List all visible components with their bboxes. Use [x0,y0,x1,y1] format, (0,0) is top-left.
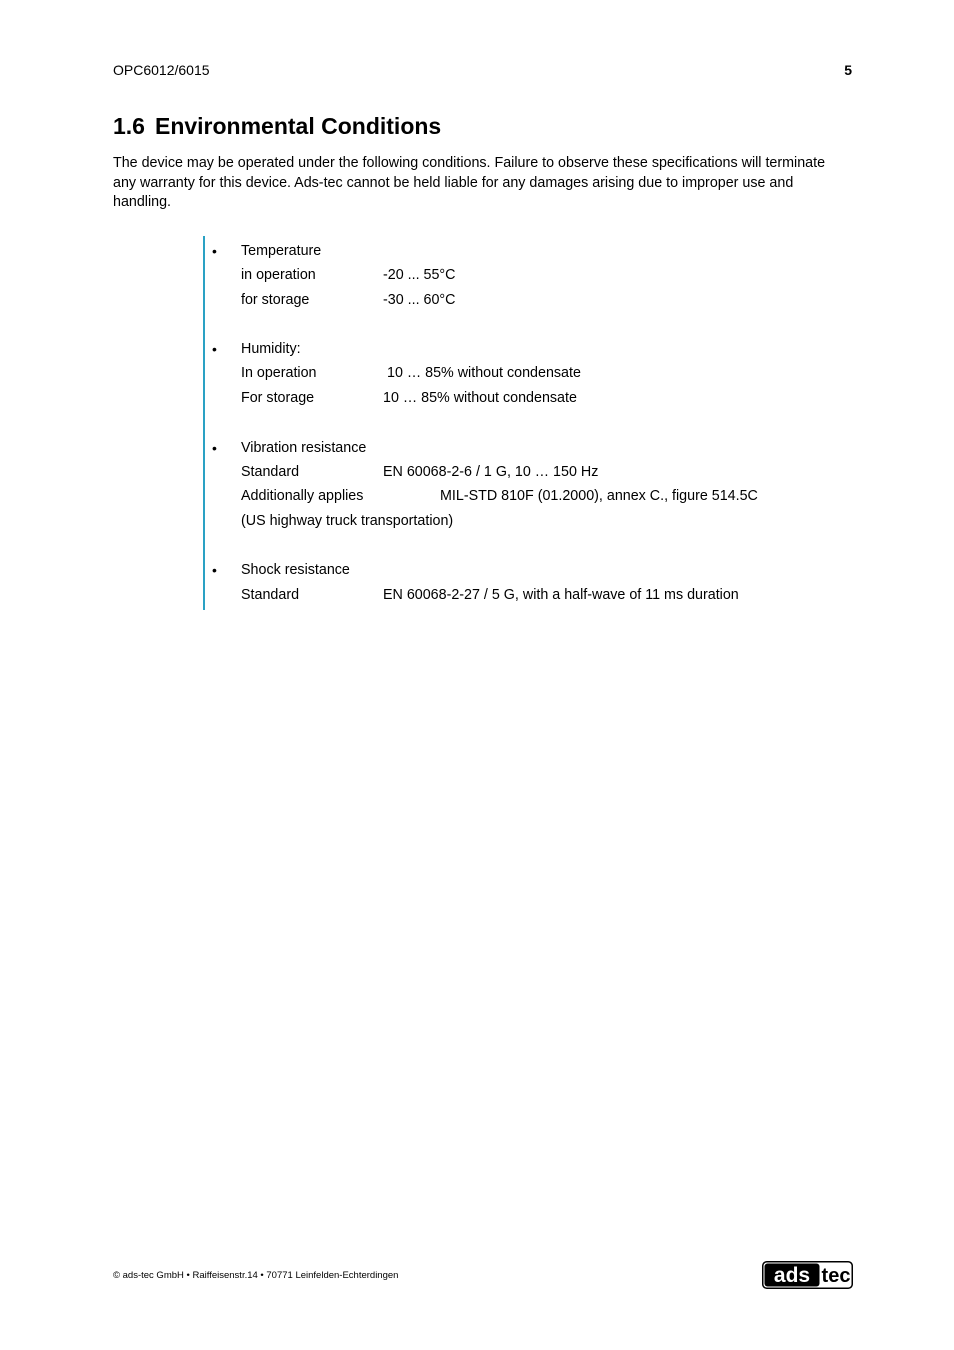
page-number: 5 [844,62,852,78]
spec-label: Additionally applies [241,488,364,504]
section-heading [113,113,441,140]
bullet-icon: • [212,562,217,578]
footer-address: © ads-tec GmbH • Raiffeisenstr.14 • 70771 Leinfelden-Echterdingen [113,1270,399,1281]
section-number: 1.6 [113,113,145,139]
bullet-icon: • [212,341,217,357]
spec-heading-vibration: Vibration resistance [241,440,367,456]
ads-tec-logo [762,1261,853,1289]
spec-value: -20 ... 55°C [383,267,456,283]
intro-paragraph: The device may be operated under the following conditions. Failure to observe these specifications will terminate any warranty for this device. Ads-tec cannot be held liable for any damages arising due to improper use and handling. [113,155,826,211]
spec-label: in operation [241,267,316,283]
spec-block-marker [203,236,205,610]
spec-value: 10 … 85% without condensate [383,390,577,406]
spec-heading-shock: Shock resistance [241,562,350,578]
document-id: OPC6012/6015 [113,62,210,78]
bullet-icon: • [212,440,217,456]
section-title: Environmental Conditions [154,113,442,139]
logo-text-tec: tec [821,1265,851,1287]
spec-label: Standard [241,464,300,480]
logo-text-ads: ads [773,1264,811,1287]
spec-heading-humidity: Humidity: [241,341,301,357]
spec-label: For storage [241,390,315,406]
spec-heading-temperature: Temperature [241,243,322,259]
bullet-icon: • [212,243,217,259]
spec-value: 10 … 85% without condensate [387,365,581,381]
spec-note: (US highway truck transportation) [241,513,454,529]
spec-value: MIL-STD 810F (01.2000), annex C., figure 514.5C [440,488,758,504]
spec-value: -30 ... 60°C [383,292,456,308]
spec-label: Standard [241,587,300,603]
spec-value: EN 60068-2-27 / 5 G, with a half-wave of 11 ms duration [383,587,739,603]
spec-label: for storage [241,292,310,308]
spec-value: EN 60068-2-6 / 1 G, 10 … 150 Hz [383,464,599,480]
spec-label: In operation [241,365,317,381]
